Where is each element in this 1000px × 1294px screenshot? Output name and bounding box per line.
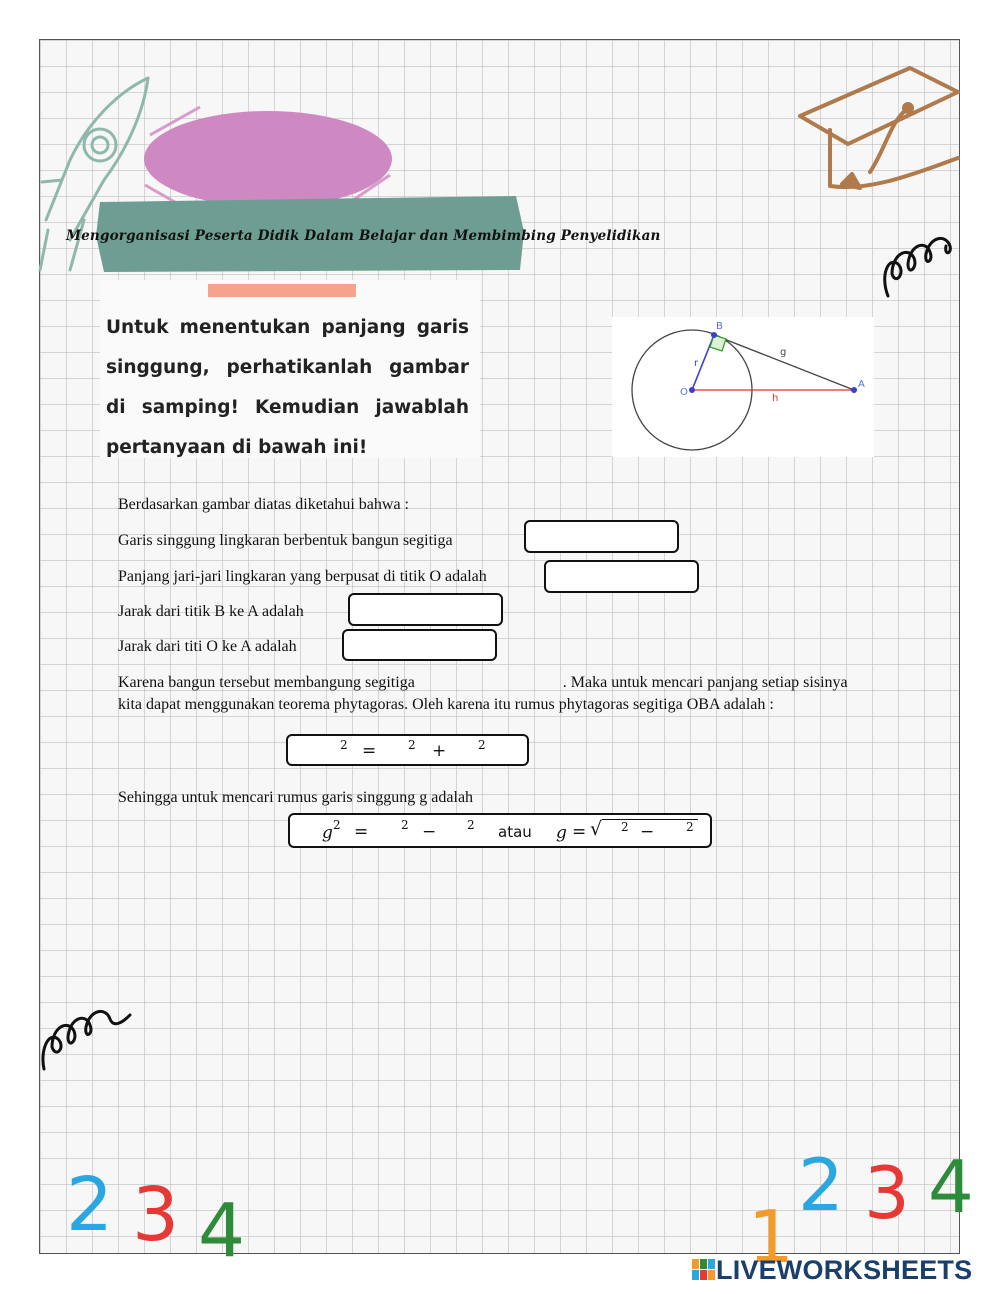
question-1-text: Garis singgung lingkaran berbentuk bangun segitiga <box>118 532 453 549</box>
formula2-g-left: g <box>322 823 333 843</box>
number-3-left: 3 <box>132 1172 180 1258</box>
formula2-g-right: g <box>556 823 567 843</box>
paragraph-part-2: . Maka untuk mencari panjang setiap sisinya kita dapat menggunakan teorema phytagoras. Oleh karena itu rumus phytagoras segitiga OBA adalah : <box>118 674 848 713</box>
answer-box-1[interactable] <box>524 520 679 553</box>
question-2-text: Panjang jari-jari lingkaran yang berpusat di titik O adalah <box>118 568 487 585</box>
formula1-exp-2: 2 <box>408 738 416 752</box>
graduation-cap-icon <box>790 62 960 202</box>
intro-box <box>100 280 480 458</box>
segment-ba <box>714 335 854 390</box>
formula-box-1 <box>286 734 529 766</box>
spiral-doodle-icon <box>878 216 962 302</box>
formula2-minus-1: − <box>422 822 437 842</box>
point-b <box>711 332 717 338</box>
point-o <box>689 387 695 393</box>
formula1-exp-1: 2 <box>340 738 348 752</box>
formula2-equals-2: = <box>572 822 587 842</box>
label-r: r <box>694 358 699 369</box>
formula2-sqrt-icon: √ <box>590 818 603 840</box>
formula2-blank-2[interactable] <box>438 819 466 844</box>
label-h: h <box>772 393 779 404</box>
formula1-exp-3: 2 <box>478 738 486 752</box>
label-b: B <box>716 321 723 332</box>
formula2-blank-4[interactable] <box>660 821 684 843</box>
formula1-blank-3[interactable] <box>448 739 476 763</box>
formula1-equals: = <box>362 741 377 761</box>
liveworksheets-logo-icon <box>692 1259 716 1281</box>
pythagoras-paragraph <box>118 672 870 716</box>
formula1-blank-1[interactable] <box>304 739 338 763</box>
label-g: g <box>780 347 787 358</box>
answer-box-4[interactable] <box>342 629 497 661</box>
formula2-equals-1: = <box>354 822 369 842</box>
formula1-plus: + <box>432 741 447 761</box>
number-4-left: 4 <box>198 1188 246 1274</box>
answer-box-2[interactable] <box>544 560 699 593</box>
question-6-text: Sehingga untuk mencari rumus garis singgung g adalah <box>118 789 474 806</box>
formula2-exp-2: 2 <box>467 818 475 832</box>
highlight-bar <box>208 284 356 297</box>
answer-box-3[interactable] <box>348 593 503 626</box>
number-1-right: 1 <box>748 1195 794 1279</box>
intro-text: Untuk menentukan panjang garis singgung, perhatikanlah gambar di samping! Kemudian jawablah pertanyaan di bawah ini! <box>106 317 469 458</box>
circle-figure-svg <box>612 317 874 457</box>
formula2-exp-3: 2 <box>621 820 629 834</box>
numbers-doodle-left <box>60 1150 260 1274</box>
questions-intro: Berdasarkan gambar diatas diketahui bahwa : <box>118 496 409 513</box>
liveworksheets-brand-text: LIVEWORKSHEETS <box>716 1254 973 1285</box>
circle-tangent-figure <box>612 317 874 457</box>
point-a <box>851 387 857 393</box>
formula1-blank-2[interactable] <box>378 739 406 763</box>
formula2-exp-1: 2 <box>401 818 409 832</box>
paragraph-part-1: Karena bangun tersebut membangung segitiga <box>118 674 415 691</box>
formula-box-2 <box>288 813 712 848</box>
label-o: O <box>680 387 688 398</box>
formula2-atau: atau <box>498 823 532 841</box>
question-4-text: Jarak dari titi O ke A adalah <box>118 638 297 655</box>
formula2-minus-2: − <box>640 822 655 842</box>
liveworksheets-logo <box>692 1256 972 1284</box>
number-4-right: 4 <box>928 1145 974 1229</box>
number-3-right: 3 <box>864 1151 910 1235</box>
formula2-exp-4: 2 <box>686 820 694 834</box>
number-2-left: 2 <box>66 1162 114 1248</box>
spiral-doodle-left-icon <box>40 985 136 1075</box>
formula2-radical-bar <box>602 819 698 820</box>
formula2-blank-1[interactable] <box>372 819 400 844</box>
formula2-blank-3[interactable] <box>604 821 620 843</box>
number-2-right: 2 <box>798 1143 844 1227</box>
label-a: A <box>858 379 865 390</box>
banner-title: Mengorganisasi Peserta Didik Dalam Belajar dan Membimbing Penyelidikan <box>66 228 661 244</box>
formula2-exp-g: 2 <box>333 818 341 832</box>
question-3-text: Jarak dari titik B ke A adalah <box>118 603 304 620</box>
inline-answer-blank[interactable] <box>415 672 563 690</box>
